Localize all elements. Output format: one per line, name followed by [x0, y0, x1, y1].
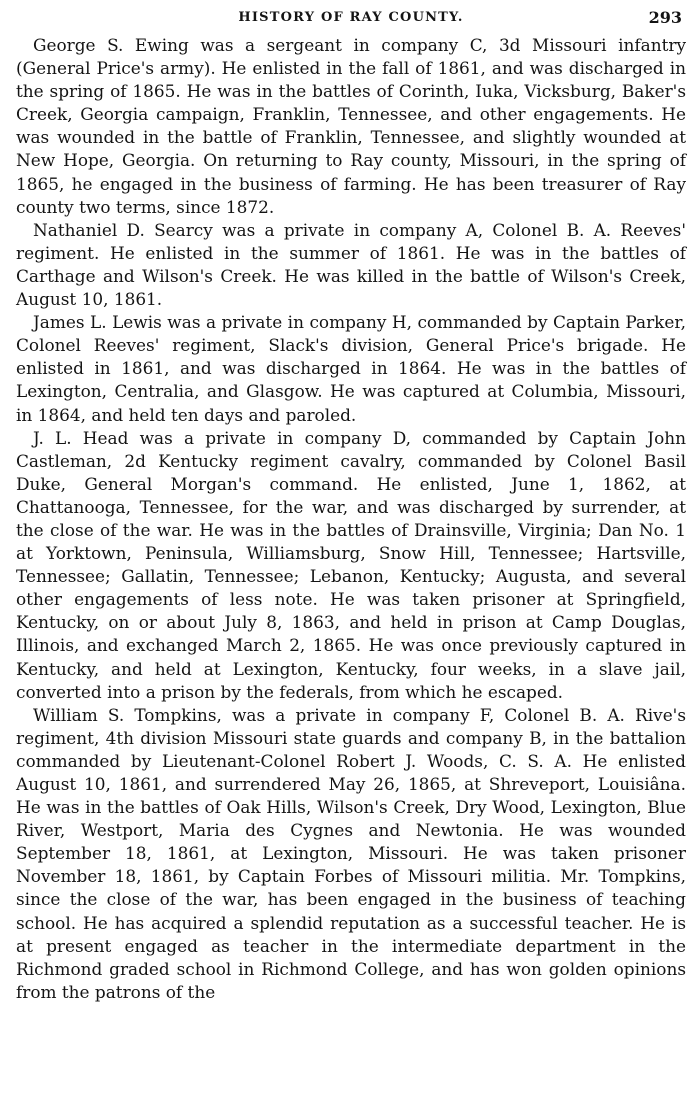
body-text [16, 34, 686, 1004]
running-header [16, 0, 686, 34]
paragraph-nathaniel-d-searcy: Nathaniel D. Searcy was a private in company A, Colonel B. A. Reeves' regiment. He enlisted in the summer of 1861. He was in the battles of Carthage and Wilson's Creek. He was killed in the battle of Wilson's Creek, August 10, 1861. [16, 219, 686, 310]
paragraph-j-l-head: J. L. Head was a private in company D, commanded by Captain John Castleman, 2d Kentucky regiment cavalry, commanded by Colonel Basil Duke, General Morgan's command. He enlisted, June 1, 1862, at Chattanooga, Tennessee, for the war, and was discharged by surrender, at the close of the war. He was in the battles of Drainsville, Virginia; Dan No. 1 at Yorktown, Peninsula, Williamsburg, Snow Hill, Tennessee; Hartsville, Tennessee; Gallatin, Tennessee; Lebanon, Kentucky; Augusta, and several other engagements of less note. He was taken prisoner at Springfield, Kentucky, on or about July 8, 1863, and held in prison at Camp Douglas, Illinois, and exchanged March 2, 1865. He was once previously captured in Kentucky, and held at Lexington, Kentucky, four weeks, in a slave jail, converted into a prison by the federals, from which he escaped. [16, 427, 686, 702]
book-page [16, 0, 686, 1004]
paragraph-james-l-lewis: James L. Lewis was a private in company H, commanded by Captain Parker, Colonel Reeves' regiment, Slack's division, General Price's brigade. He enlisted in 1861, and was discharged in 1864. He was in the battles of Lexington, Centralia, and Glasgow. He was captured at Columbia, Missouri, in 1864, and held ten days and paroled. [16, 312, 686, 425]
page-number: 293 [648, 8, 682, 27]
paragraph-george-s-ewing: George S. Ewing was a sergeant in company C, 3d Missouri infantry (General Price's army). He enlisted in the fall of 1861, and was discharged in the spring of 1865. He was in the battles of Corinth, Iuka, Vicksburg, Baker's Creek, Georgia campaign, Franklin, Tennessee, and other engagements. He was wounded in the battle of Franklin, Tennessee, and slightly wounded at New Hope, Georgia. On returning to Ray county, Missouri, in the spring of 1865, he engaged in the business of farming. He has been treasurer of Ray county two terms, since 1872. [16, 35, 686, 217]
paragraph-william-s-tompkins: William S. Tompkins, was a private in company F, Colonel B. A. Rive's regiment, 4th division Missouri state guards and company B, in the battalion commanded by Lieutenant-Colonel Robert J. Woods, C. S. A. He enlisted August 10, 1861, and surrendered May 26, 1865, at Shreveport, Louisiâna. He was in the battles of Oak Hills, Wilson's Creek, Dry Wood, Lexington, Blue River, Westport, Maria des Cygnes and Newtonia. He was wounded September 18, 1861, at Lexington, Missouri. He was taken prisoner November 18, 1861, by Captain Forbes of Missouri militia. Mr. Tompkins, since the close of the war, has been engaged in the business of teaching school. He has acquired a splendid reputation as a successful teacher. He is at present engaged as teacher in the intermediate department in the Richmond graded school in Richmond College, and has won golden opinions from the patrons of the [16, 704, 686, 1002]
running-title: HISTORY OF RAY COUNTY. [238, 10, 464, 25]
